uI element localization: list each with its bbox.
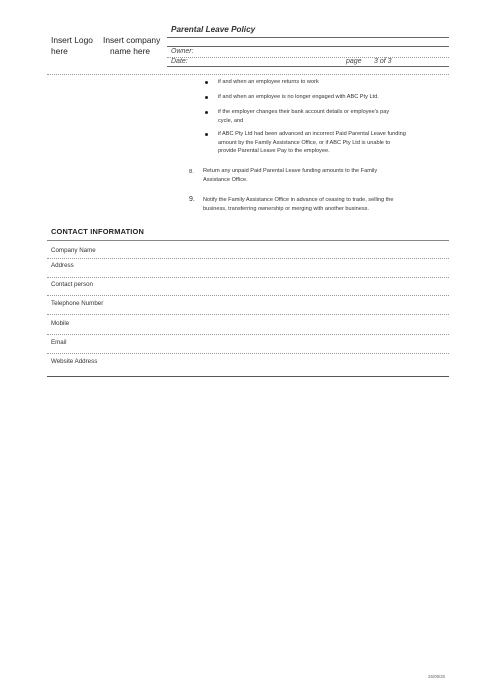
numbered-item: Return any unpaid Paid Parental Leave funding amounts to the Family Assistance Office. — [203, 168, 378, 183]
header-rule-top — [167, 37, 449, 38]
item-number: 8. — [189, 169, 194, 175]
policy-title: Parental Leave Policy — [171, 25, 256, 34]
logo-placeholder-line2: here — [51, 46, 68, 56]
contact-bottom-rule — [47, 376, 449, 377]
field-rule — [47, 295, 449, 296]
company-placeholder-line2: name here — [110, 46, 151, 56]
item-number: 9. — [189, 196, 195, 203]
contact-title-rule — [47, 240, 449, 241]
field-website: Website Address — [51, 358, 98, 365]
bullet-marker — [205, 96, 208, 99]
bullet-marker — [205, 81, 208, 84]
date-label: Date: — [171, 58, 188, 65]
page-label: page — [346, 58, 362, 65]
field-rule — [47, 314, 449, 315]
field-rule — [47, 353, 449, 354]
header-rule-bottom — [167, 66, 449, 67]
field-email: Email — [51, 339, 67, 346]
bullet-item: if ABC Pty Ltd had been advanced an incorrect Paid Parental Leave funding amount by the Family Assistance Office, or if ABC Pty Ltd is unable to provide Parental Leave Pay to the employee. — [218, 131, 406, 155]
page-number: 3 of 3 — [374, 58, 392, 65]
header-rule-owner — [167, 46, 449, 47]
field-mobile: Mobile — [51, 320, 70, 327]
field-telephone: Telephone Number — [51, 300, 104, 307]
bullet-item: if and when an employee is no longer engaged with ABC Pty Ltd. — [218, 94, 379, 100]
header-separator — [47, 74, 449, 75]
header-rule-date — [167, 57, 449, 58]
company-placeholder-line1: Insert company — [103, 35, 161, 45]
bullet-marker — [205, 111, 208, 114]
footer-date: 25/09/20 — [428, 674, 446, 679]
numbered-item: Notify the Family Assistance Office in advance of ceasing to trade, selling the business, transferring ownership or merging with another business. — [203, 197, 394, 212]
field-contact-person: Contact person — [51, 281, 93, 288]
owner-label: Owner: — [171, 48, 194, 55]
logo-placeholder-line1: Insert Logo — [51, 35, 93, 45]
field-rule — [47, 334, 449, 335]
field-rule — [47, 258, 449, 259]
field-rule — [47, 277, 449, 278]
bullet-item: if the employer changes their bank account details or employee's pay cycle, and — [218, 109, 390, 124]
field-address: Address — [51, 262, 74, 269]
contact-section-title: CONTACT INFORMATION — [51, 227, 145, 236]
bullet-marker — [205, 133, 208, 136]
field-company-name: Company Name — [51, 247, 96, 254]
bullet-item: if and when an employee returns to work — [218, 79, 319, 85]
